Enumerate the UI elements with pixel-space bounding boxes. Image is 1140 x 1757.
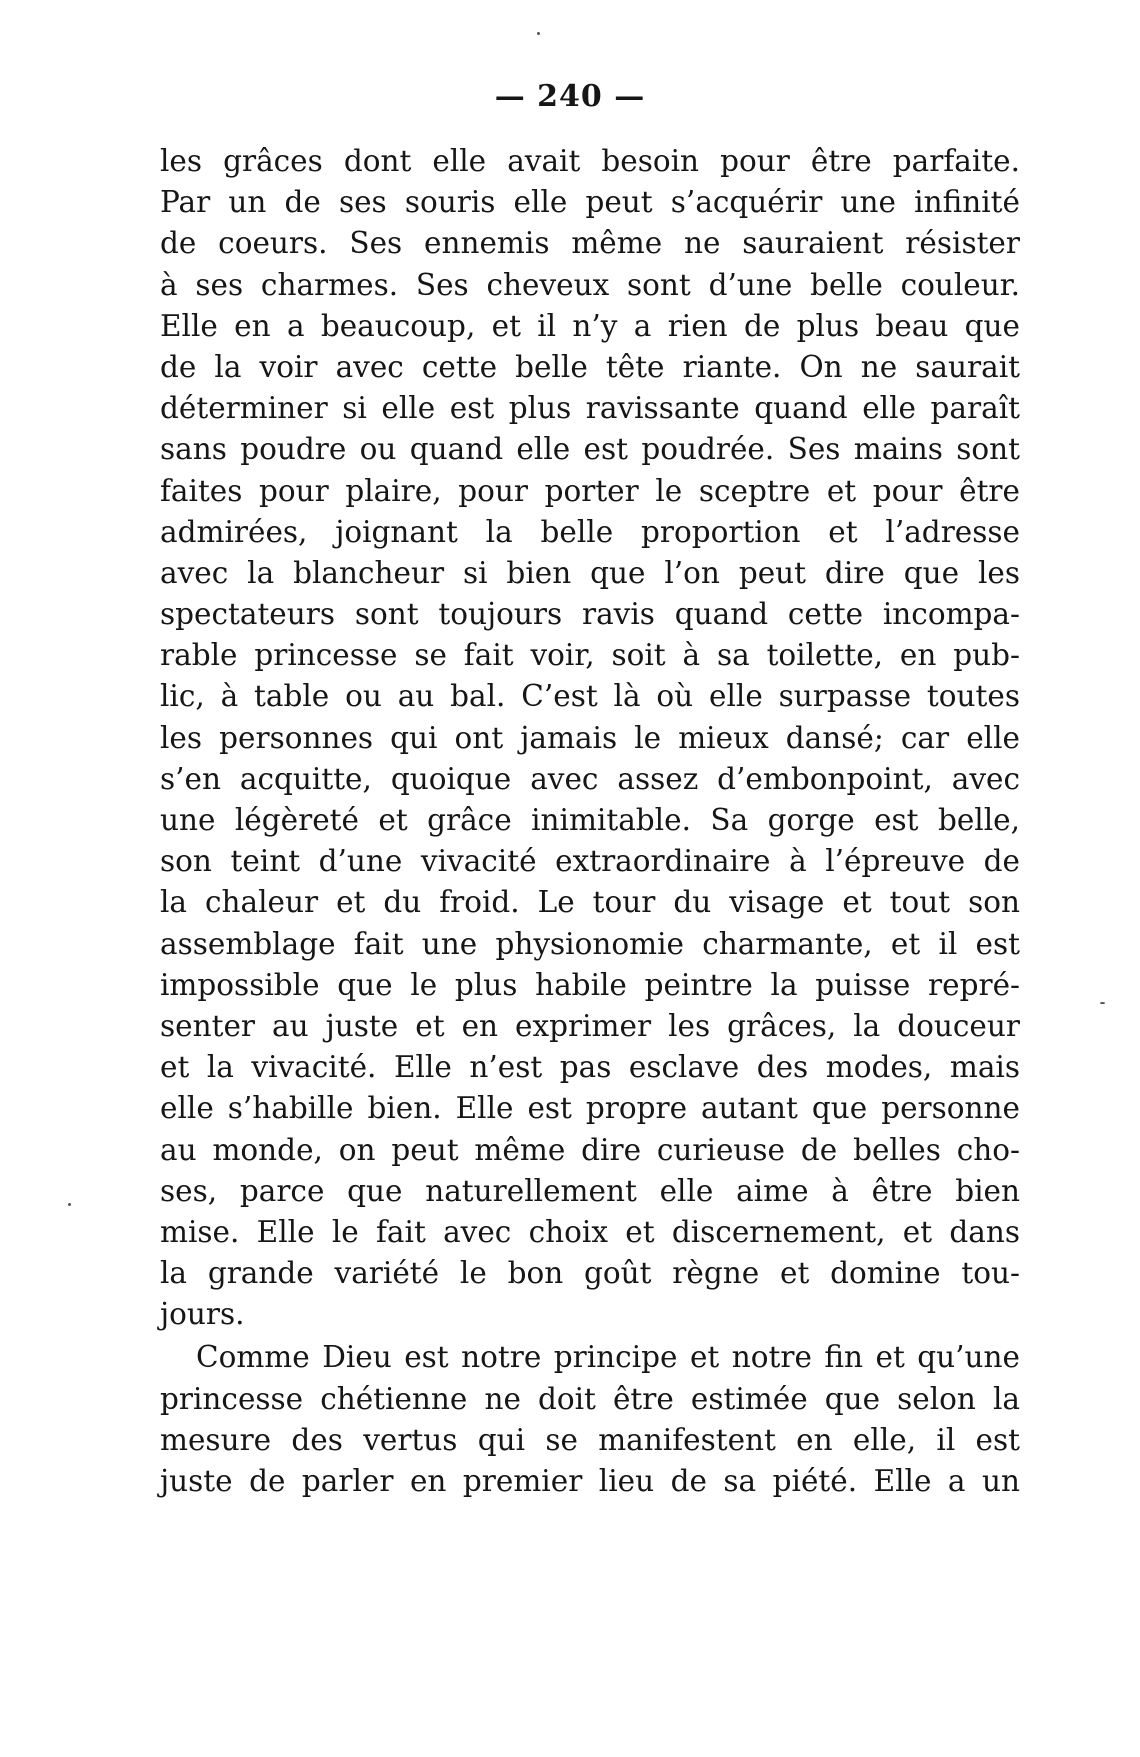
text-line: elle s’habille bien. Elle est propre autant que personne xyxy=(160,1091,1020,1126)
text-line: mise. Elle le fait avec choix et discernement, et dans xyxy=(160,1214,1020,1249)
text-line: déterminer si elle est plus ravissante quand elle paraît xyxy=(160,391,1020,426)
text-line: au monde, on peut même dire curieuse de belles cho- xyxy=(160,1132,1020,1167)
text-line: son teint d’une vivacité extraordinaire à l’épreuve de xyxy=(160,844,1020,879)
scan-speck xyxy=(68,1203,71,1206)
text-line: rable princesse se fait voir, soit à sa toilette, en pub- xyxy=(160,638,1020,673)
text-line: s’en acquitte, quoique avec assez d’embonpoint, avec xyxy=(160,761,1020,796)
text-line: la grande variété le bon goût règne et domine tou- xyxy=(160,1256,1020,1291)
text-line: assemblage fait une physionomie charmante, et il est xyxy=(160,926,1020,961)
text-line: de la voir avec cette belle tête riante. On ne saurait xyxy=(160,349,1020,384)
text-line: mesure des vertus qui se manifestent en elle, il est xyxy=(160,1422,1020,1457)
text-line: avec la blancheur si bien que l’on peut dire que les xyxy=(160,555,1020,590)
text-line: les grâces dont elle avait besoin pour être parfaite. xyxy=(160,144,1020,178)
text-line: juste de parler en premier lieu de sa piété. Elle a un xyxy=(160,1464,1020,1498)
text-line: Par un de ses souris elle peut s’acquérir une infinité xyxy=(160,185,1020,220)
text-line: spectateurs sont toujours ravis quand cette incompa- xyxy=(160,597,1020,632)
text-line: lic, à table ou au bal. C’est là où elle surpasse toutes xyxy=(160,679,1020,714)
text-line: la chaleur et du froid. Le tour du visage et tout son xyxy=(160,885,1020,920)
text-line: admirées, joignant la belle proportion et l’adresse xyxy=(160,514,1020,549)
text-line: à ses charmes. Ses cheveux sont d’une belle couleur. xyxy=(160,267,1020,302)
text-line: ses, parce que naturellement elle aime à être bien xyxy=(160,1173,1020,1208)
text-line: et la vivacité. Elle n’est pas esclave des modes, mais xyxy=(160,1050,1020,1085)
text-line: Elle en a beaucoup, et il n’y a rien de plus beau que xyxy=(160,308,1020,343)
text-line: princesse chétienne ne doit être estimée que selon la xyxy=(160,1381,1020,1416)
text-line: senter au juste et en exprimer les grâces, la douceur xyxy=(160,1008,1020,1043)
text-line: les personnes qui ont jamais le mieux dansé; car elle xyxy=(160,720,1020,755)
paragraph-1 xyxy=(160,141,1020,1335)
text-line: impossible que le plus habile peintre la puisse repré- xyxy=(160,967,1020,1002)
page-number: — 240 — xyxy=(494,79,646,114)
text-line: Comme Dieu est notre principe et notre fin et qu’une xyxy=(196,1340,1020,1375)
text-line: de coeurs. Ses ennemis même ne sauraient résister xyxy=(160,226,1020,261)
body-text xyxy=(160,141,1020,1502)
text-line: une légèreté et grâce inimitable. Sa gorge est belle, xyxy=(160,803,1020,837)
text-line: faites pour plaire, pour porter le sceptre et pour être xyxy=(160,473,1020,508)
paragraph-2 xyxy=(160,1337,1020,1502)
text-line: jours. xyxy=(160,1297,245,1332)
scan-speck xyxy=(537,32,540,35)
text-line: sans poudre ou quand elle est poudrée. Ses mains sont xyxy=(160,432,1020,467)
scan-speck xyxy=(1100,1002,1105,1004)
